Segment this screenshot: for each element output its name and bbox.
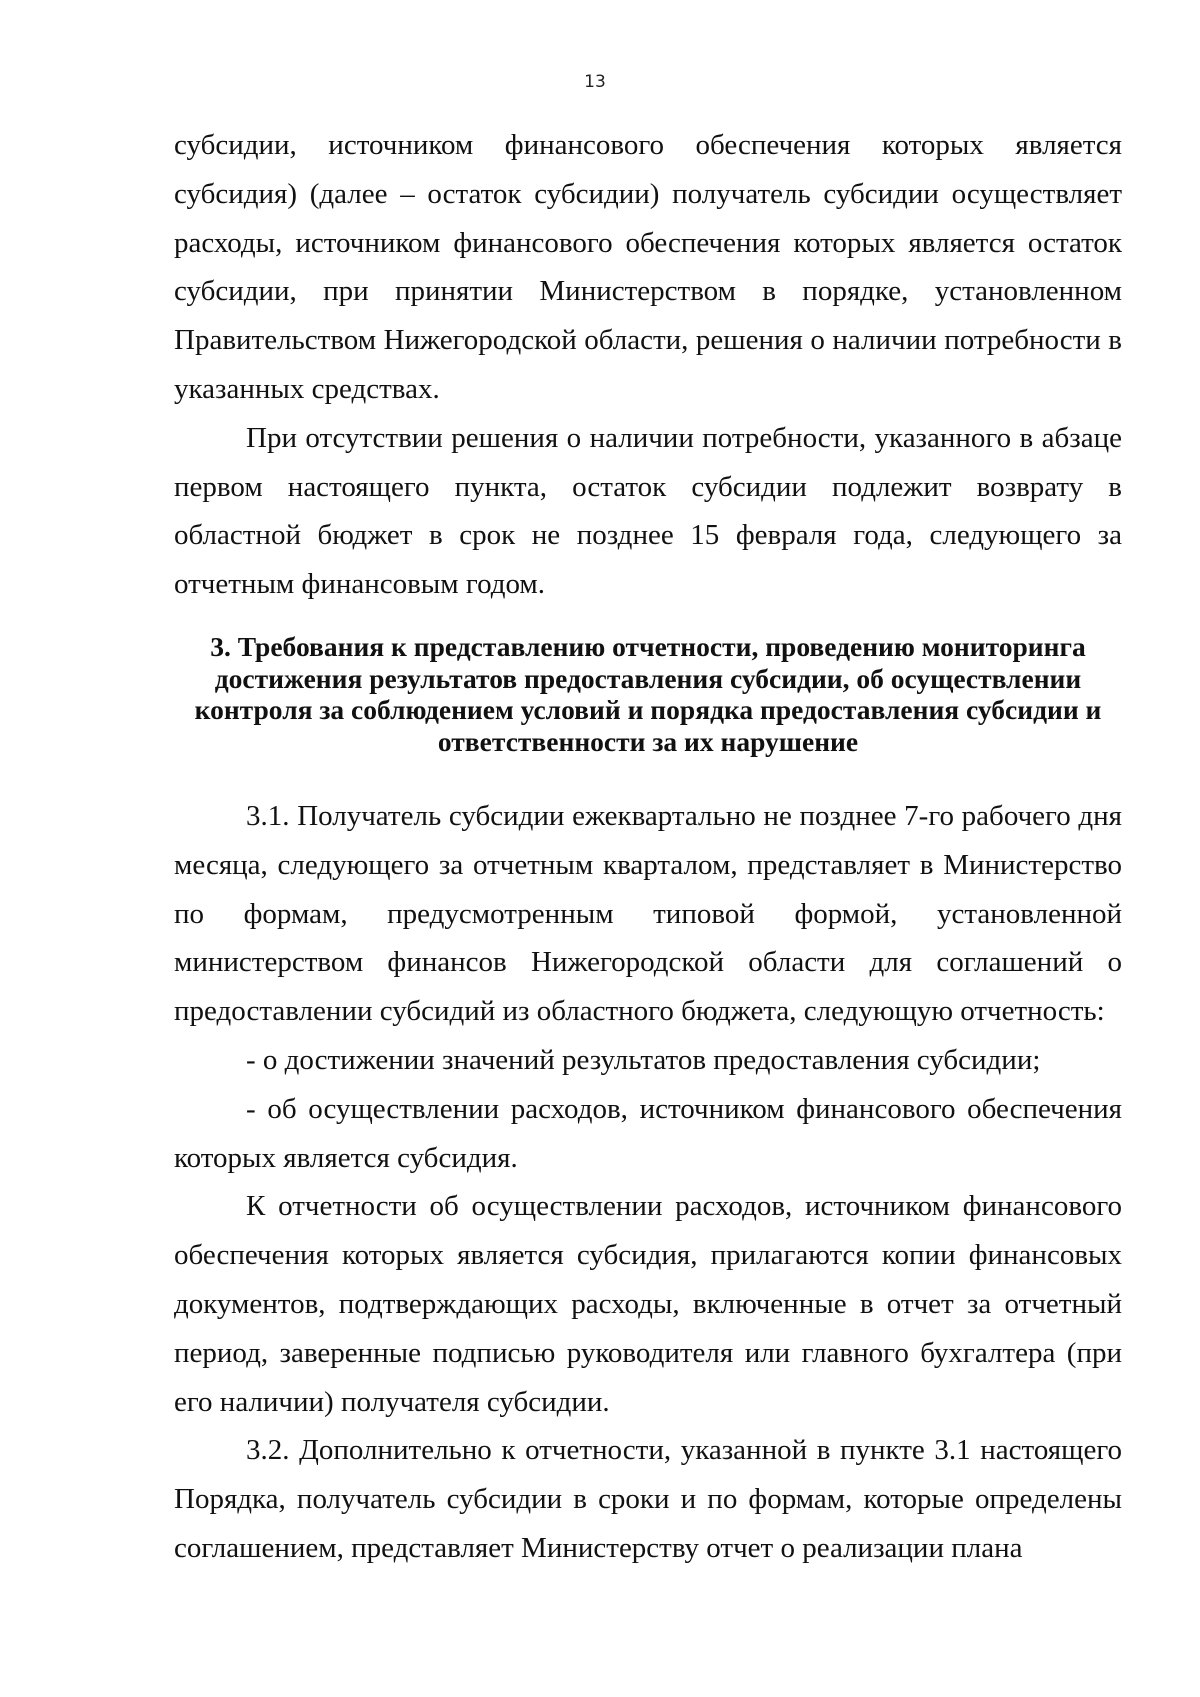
- paragraph-3-2: 3.2. Дополнительно к отчетности, указанной в пункте 3.1 настоящего Порядка, получатель субсидии в сроки и по формам, которые определены соглашением, представляет Министерству отчет о реализации плана: [174, 1434, 1122, 1564]
- text-block-section-3: [174, 792, 1122, 1573]
- paragraph-remaining-subsidy: субсидии, источником финансового обеспечения которых является субсидия) (далее – остаток субсидии) получатель субсидии осуществляет расходы, источником финансового обеспечения которых является остаток субсидии, при принятии Министерством в порядке, установленном Правительством Нижегородской области, решения о наличии потребности в указанных средствах.: [174, 129, 1122, 405]
- list-item-results-report: - о достижении значений результатов предоставления субсидии;: [246, 1043, 1041, 1076]
- section-3-heading: 3. Требования к представлению отчетности, проведению мониторинга достижения результатов предоставления субсидии, об осуществлении контроля за соблюдением условий и порядка предоставления субсидии и ответственности за их нарушение: [194, 631, 1102, 757]
- paragraph-3-1: 3.1. Получатель субсидии ежеквартально не позднее 7-го рабочего дня месяца, следующего за отчетным кварталом, представляет в Министерство по формам, предусмотренным типовой формой, установленной министерством финансов Нижегородской области для соглашений о предоставлении субсидий из областного бюджета, следующую отчетность:: [174, 800, 1122, 1028]
- text-block-before-section: [174, 121, 1122, 609]
- paragraph-subsidy-return: При отсутствии решения о наличии потребности, указанного в абзаце первом настоящего пункта, остаток субсидии подлежит возврату в областной бюджет в срок не позднее 15 февраля года, следующего за отчетным финансовым годом.: [174, 421, 1122, 601]
- paragraph-financial-documents: К отчетности об осуществлении расходов, источником финансового обеспечения которых является субсидия, прилагаются копии финансовых документов, подтверждающих расходы, включенные в отчет за отчетный период, заверенные подписью руководителя или главного бухгалтера (при его наличии) получателя субсидии.: [174, 1190, 1122, 1418]
- page-number: 13: [584, 72, 606, 92]
- list-item-expenses-report: - об осуществлении расходов, источником финансового обеспечения которых является субсидия.: [174, 1092, 1122, 1174]
